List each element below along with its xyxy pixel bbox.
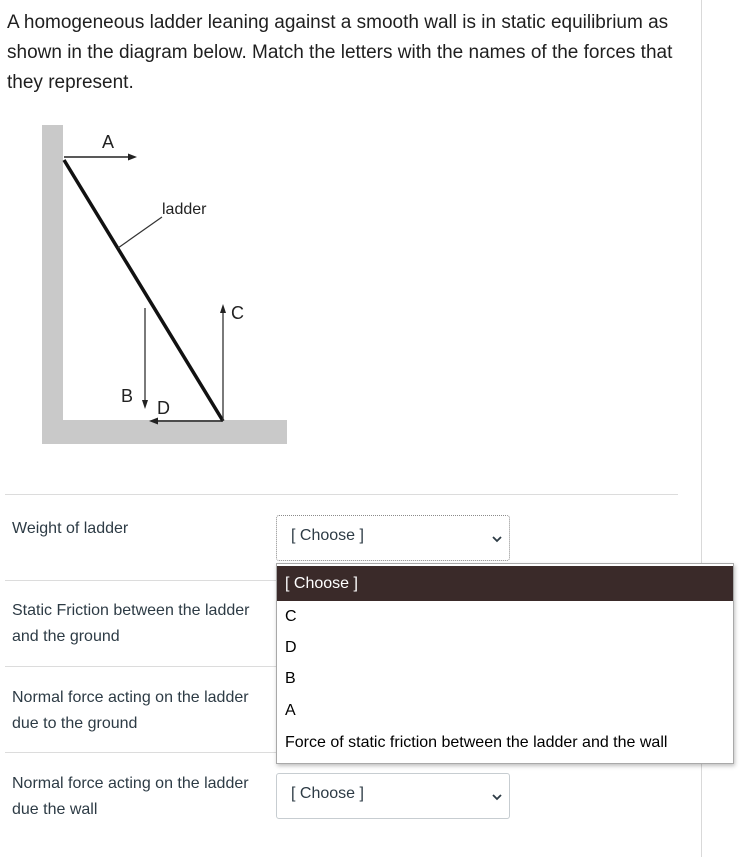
dropdown-option-a[interactable]: A <box>285 702 296 719</box>
force-b-arrowhead <box>142 400 148 409</box>
dropdown-list <box>276 563 734 764</box>
chevron-down-icon <box>491 791 503 803</box>
dropdown-option-d[interactable]: D <box>285 639 297 656</box>
dropdown-option-b[interactable]: B <box>285 670 296 687</box>
force-c-arrowhead <box>220 304 226 313</box>
select-value: [ Choose ] <box>291 785 364 802</box>
force-a-label: A <box>102 132 115 152</box>
ladder-diagram <box>0 110 300 460</box>
match-prompt-normal-wall: Normal force acting on the ladder due the wall <box>12 775 249 818</box>
dropdown-option-c[interactable]: C <box>285 608 297 625</box>
force-a-arrowhead <box>128 154 137 161</box>
separator <box>5 494 678 495</box>
select-value: [ Choose ] <box>291 527 364 544</box>
ladder-label: ladder <box>162 201 207 218</box>
force-b-label: B <box>121 386 134 406</box>
match-prompt-normal-ground: Normal force acting on the ladder due to the ground <box>12 689 249 732</box>
ladder-pointer <box>118 217 162 248</box>
ladder-rod <box>64 160 223 421</box>
wall-and-floor <box>42 125 287 444</box>
force-d-label: D <box>157 398 170 418</box>
match-select-weight[interactable] <box>276 515 510 561</box>
match-select-normal-wall[interactable] <box>276 773 510 819</box>
chevron-down-icon <box>491 533 503 545</box>
question-text: A homogeneous ladder leaning against a smooth wall is in static equilibrium as shown in the diagram below. Match the letters with the names of the forces that they represent. <box>7 12 673 93</box>
force-c-label: C <box>231 303 244 323</box>
match-prompt-weight: Weight of ladder <box>12 520 129 537</box>
match-prompt-static-friction: Static Friction between the ladder and the ground <box>12 602 250 645</box>
dropdown-option-wall-friction[interactable]: Force of static friction between the ladder and the wall <box>285 734 668 751</box>
dropdown-option-choose[interactable]: [ Choose ] <box>277 566 733 601</box>
